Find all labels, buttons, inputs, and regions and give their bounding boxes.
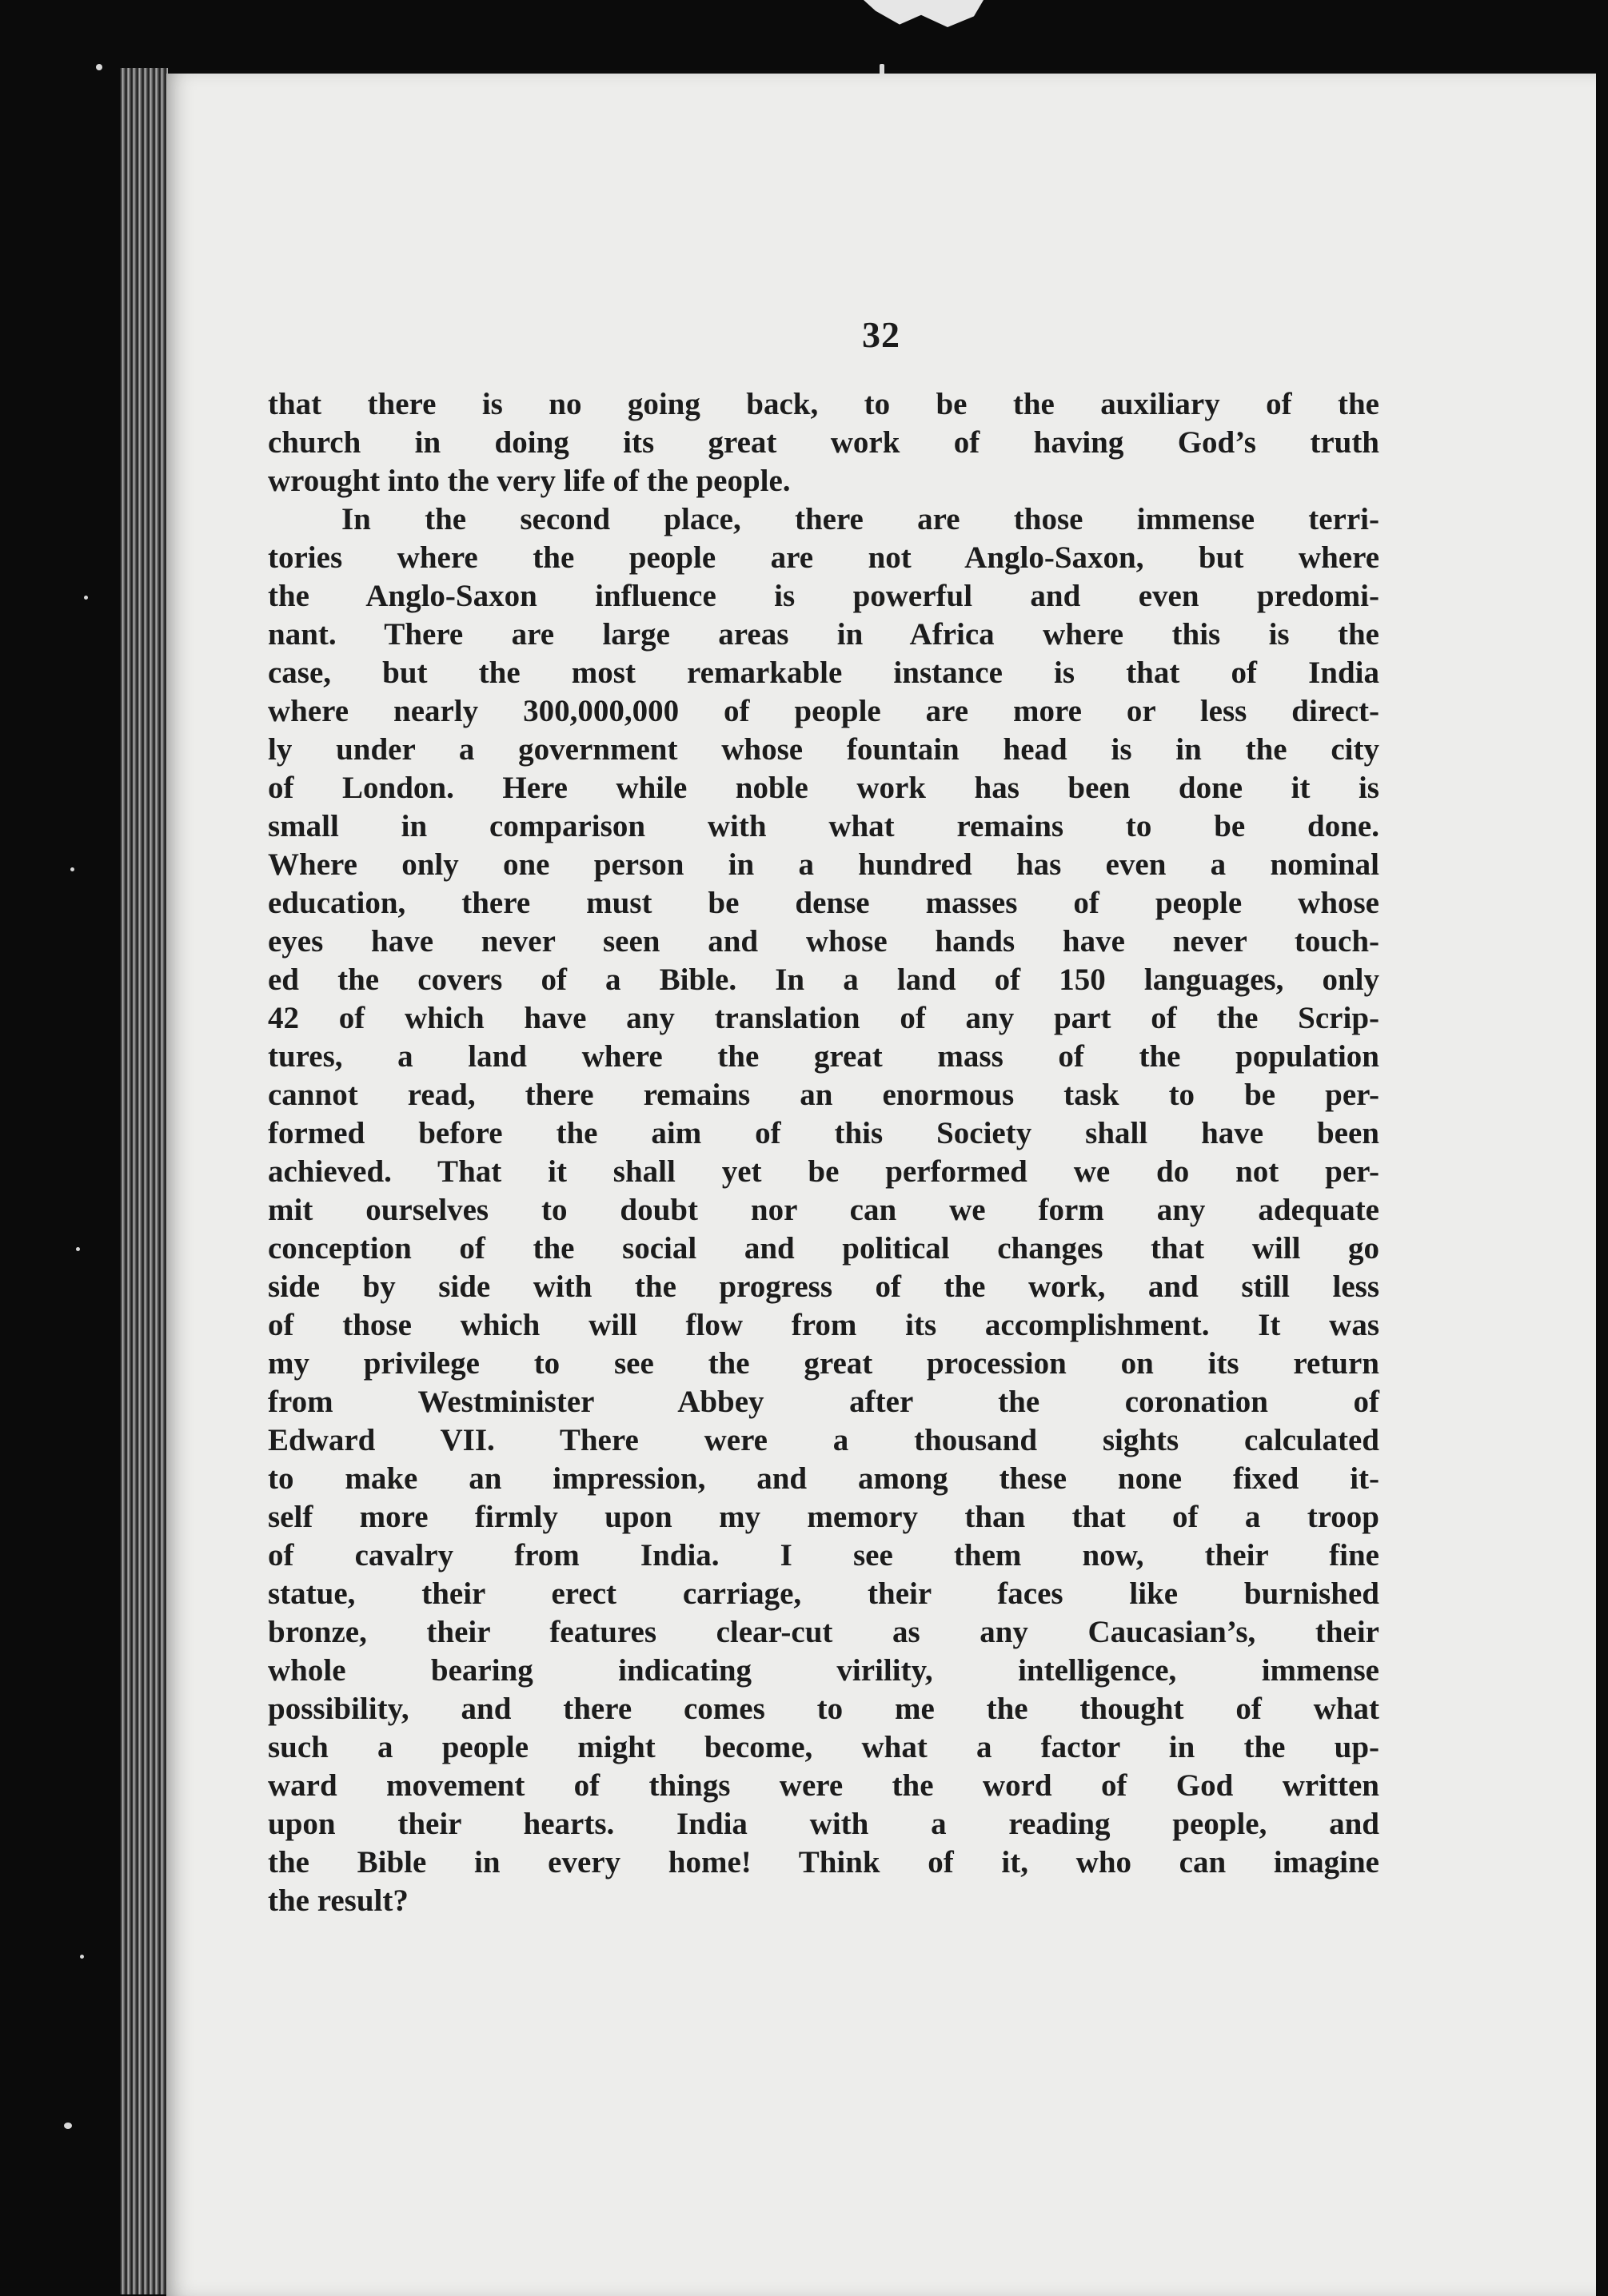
text-line: that there is no going back, to be the auxiliary of the: [268, 387, 1379, 421]
text-line: 42 of which have any translation of any part of the Scrip-: [268, 1001, 1379, 1035]
text-line: of London. Here while noble work has been done it is: [268, 771, 1379, 805]
text-line: Where only one person in a hundred has even a nominal: [268, 847, 1379, 882]
scan-speck: [84, 596, 88, 600]
text-line: of cavalry from India. I see them now, their fine: [268, 1538, 1379, 1573]
scan-speck: [80, 1955, 84, 1959]
text-line: whole bearing indicating virility, intelligence, immense: [268, 1653, 1379, 1688]
scan-speck: [70, 867, 74, 871]
text-line: In the second place, there are those immense terri-: [341, 502, 1379, 536]
text-line: side by side with the progress of the work, and still less: [268, 1270, 1379, 1304]
text-line: eyes have never seen and whose hands have never touch-: [268, 924, 1379, 959]
scan-speck: [96, 64, 102, 70]
text-line: mit ourselves to doubt nor can we form any adequate: [268, 1193, 1379, 1227]
text-line: such a people might become, what a factor in the up-: [268, 1730, 1379, 1764]
text-line: my privilege to see the great procession on its return: [268, 1346, 1379, 1381]
text-line: ed the covers of a Bible. In a land of 150 languages, only: [268, 963, 1379, 997]
text-line: from Westminister Abbey after the coronation of: [268, 1385, 1379, 1419]
text-line: statue, their erect carriage, their faces like burnished: [268, 1577, 1379, 1611]
text-line: self more firmly upon my memory than that of a troop: [268, 1500, 1379, 1534]
scan-artifact-top: [864, 0, 984, 27]
text-line: the Anglo-Saxon influence is powerful and even predomi-: [268, 579, 1379, 613]
text-line: small in comparison with what remains to be done.: [268, 809, 1379, 843]
scan-speck: [64, 2123, 72, 2129]
text-line: cannot read, there remains an enormous task to be per-: [268, 1078, 1379, 1112]
text-line: wrought into the very life of the people.: [268, 464, 791, 498]
text-line: upon their hearts. India with a reading people, and: [268, 1807, 1379, 1841]
text-line: of those which will flow from its accomplishment. It was: [268, 1308, 1379, 1342]
text-line: to make an impression, and among these none fixed it-: [268, 1461, 1379, 1496]
text-line: formed before the aim of this Society shall have been: [268, 1116, 1379, 1150]
text-line: case, but the most remarkable instance is that of India: [268, 656, 1379, 690]
text-line: education, there must be dense masses of people whose: [268, 886, 1379, 920]
text-line: Edward VII. There were a thousand sights calculated: [268, 1423, 1379, 1457]
text-line: tures, a land where the great mass of the population: [268, 1039, 1379, 1074]
text-line: nant. There are large areas in Africa where this is the: [268, 617, 1379, 652]
text-line: conception of the social and political changes that will go: [268, 1231, 1379, 1266]
text-line: church in doing its great work of having God’s truth: [268, 425, 1379, 460]
text-line: the Bible in every home! Think of it, who can imagine: [268, 1845, 1379, 1879]
text-line: achieved. That it shall yet be performed we do not per-: [268, 1154, 1379, 1189]
scan-speck: [76, 1247, 80, 1251]
text-line: tories where the people are not Anglo-Saxon, but where: [268, 540, 1379, 575]
text-line: the result?: [268, 1883, 409, 1918]
text-line: ly under a government whose fountain head is in the city: [268, 732, 1379, 767]
text-line: possibility, and there comes to me the thought of what: [268, 1692, 1379, 1726]
body-text: [268, 385, 1379, 1920]
page-number: 32: [862, 314, 900, 355]
text-line: where nearly 300,000,000 of people are more or less direct-: [268, 694, 1379, 728]
text-line: ward movement of things were the word of God written: [268, 1768, 1379, 1803]
text-line: bronze, their features clear-cut as any Caucasian’s, their: [268, 1615, 1379, 1649]
book-page-edges: [120, 68, 168, 2294]
